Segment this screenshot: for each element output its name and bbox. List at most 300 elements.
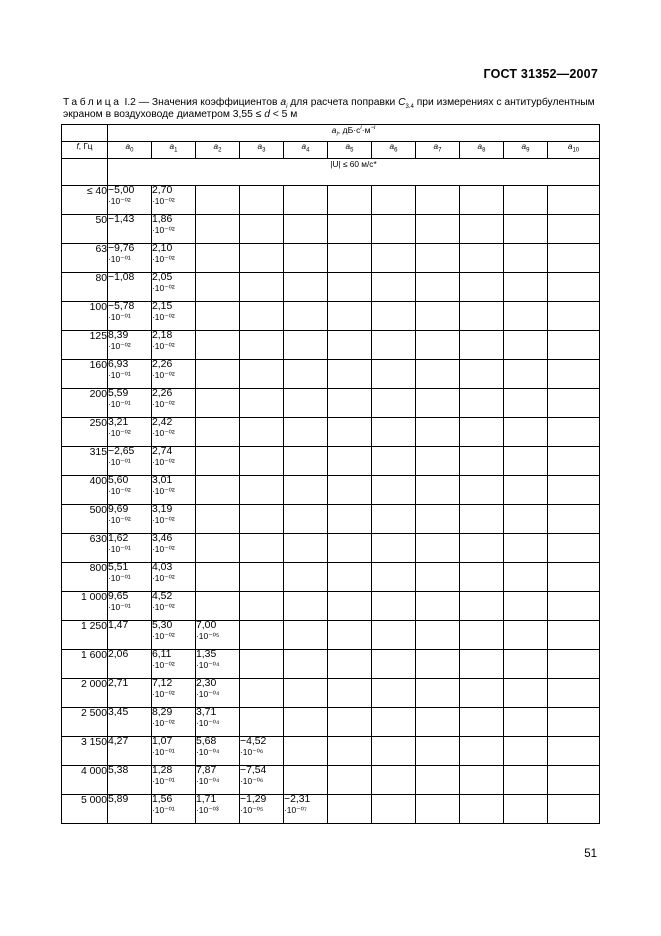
exponent: ·10⁻⁰¹ (108, 602, 131, 612)
coef-cell-a3 (240, 273, 284, 302)
coef-cell-a7 (416, 737, 460, 766)
coef-cell-a9 (504, 244, 548, 273)
coef-cell-a6 (372, 186, 416, 215)
coef-cell-a4 (284, 360, 328, 389)
coef-cell-a6 (372, 563, 416, 592)
coef-cell-a2 (196, 621, 240, 650)
coef-cell-a5 (328, 273, 372, 302)
coef-cell-a9 (504, 331, 548, 360)
table-row (62, 447, 600, 476)
coef-cell-a0 (108, 186, 152, 215)
coef-cell-a0 (108, 679, 152, 708)
exponent: ·10⁻⁰¹ (108, 544, 131, 554)
mantissa: −5,00 (108, 185, 135, 196)
coef-cell-a2 (196, 273, 240, 302)
coef-cell-a9 (504, 186, 548, 215)
table-row (62, 360, 600, 389)
coef-cell-a4 (284, 766, 328, 795)
coef-cell-a4 (284, 389, 328, 418)
coef-cell-a0 (108, 766, 152, 795)
table-row (62, 476, 600, 505)
coef-cell-a2 (196, 650, 240, 679)
coef-cell-a2 (196, 186, 240, 215)
coef-cell-a6 (372, 737, 416, 766)
coef-cell-a2 (196, 360, 240, 389)
table-row (62, 795, 600, 824)
coef-cell-a4 (284, 621, 328, 650)
coef-cell-a5 (328, 505, 372, 534)
mantissa: 2,10 (152, 243, 173, 254)
coef-cell-a1 (152, 302, 196, 331)
mantissa: 1,28 (152, 765, 173, 776)
exponent: ·10⁻⁰² (152, 283, 175, 293)
coef-cell-a9 (504, 505, 548, 534)
coef-cell-a6 (372, 302, 416, 331)
coef-cell-a5 (328, 708, 372, 737)
coef-cell-a6 (372, 592, 416, 621)
mantissa: 3,21 (108, 417, 129, 428)
mantissa: 6,93 (108, 359, 129, 370)
coef-cell-a0 (108, 418, 152, 447)
mantissa: 3,19 (152, 504, 173, 515)
exponent: ·10⁻⁰¹ (108, 399, 131, 409)
coef-cell-a3 (240, 737, 284, 766)
coef-cell-a5 (328, 679, 372, 708)
frequency-cell: 3 150 (62, 737, 108, 766)
coef-cell-a9 (504, 679, 548, 708)
exponent: ·10⁻⁰² (152, 573, 175, 583)
coef-cell-a10 (548, 592, 600, 621)
exponent: ·10⁻⁰² (152, 370, 175, 380)
coef-cell-a4 (284, 679, 328, 708)
coef-cell-a8 (460, 273, 504, 302)
coef-cell-a6 (372, 708, 416, 737)
coef-cell-a8 (460, 331, 504, 360)
exponent: ·10⁻⁰⁶ (240, 747, 264, 757)
coef-cell-a10 (548, 737, 600, 766)
coef-header-a4: $a_4$ (284, 142, 328, 159)
coef-cell-a2 (196, 447, 240, 476)
caption-label: Таблица (63, 97, 122, 108)
coef-cell-a2 (196, 737, 240, 766)
coef-cell-a7 (416, 418, 460, 447)
mantissa: 5,60 (108, 475, 129, 486)
coef-cell-a10 (548, 186, 600, 215)
exponent: ·10⁻⁰² (152, 312, 175, 322)
mantissa: 9,69 (108, 504, 129, 515)
coef-cell-a4 (284, 302, 328, 331)
exponent: ·10⁻⁰² (152, 660, 175, 670)
coef-cell-a5 (328, 360, 372, 389)
coef-header-a1: $a_1$ (152, 142, 196, 159)
frequency-cell: 1 000 (62, 592, 108, 621)
coef-cell-a5 (328, 563, 372, 592)
coef-cell-a10 (548, 476, 600, 505)
coef-cell-a0 (108, 215, 152, 244)
coef-cell-a2 (196, 215, 240, 244)
coef-cell-a10 (548, 244, 600, 273)
coef-cell-a0 (108, 621, 152, 650)
frequency-cell: 4 000 (62, 766, 108, 795)
coef-cell-a9 (504, 273, 548, 302)
coef-cell-a0 (108, 244, 152, 273)
coef-cell-a5 (328, 331, 372, 360)
coef-cell-a3 (240, 505, 284, 534)
header-row-units (62, 125, 600, 142)
exponent: ·10⁻⁰⁴ (196, 718, 220, 728)
coef-cell-a9 (504, 360, 548, 389)
coef-cell-a2 (196, 476, 240, 505)
coefficients-table (61, 124, 600, 824)
coef-cell-a3 (240, 621, 284, 650)
exponent: ·10⁻⁰⁶ (240, 776, 264, 786)
exponent: ·10⁻⁰⁵ (240, 805, 264, 815)
coef-cell-a6 (372, 766, 416, 795)
coef-cell-a8 (460, 302, 504, 331)
condition-row (62, 159, 600, 186)
coef-cell-a3 (240, 331, 284, 360)
frequency-cell: 160 (62, 360, 108, 389)
mantissa: 1,56 (152, 794, 173, 805)
coef-cell-a2 (196, 708, 240, 737)
coef-cell-a8 (460, 389, 504, 418)
coef-cell-a3 (240, 447, 284, 476)
mantissa: 2,18 (152, 330, 173, 341)
mantissa: −7,54 (240, 765, 267, 776)
standard-designation: ГОСТ 31352—2007 (483, 67, 598, 81)
coef-cell-a1 (152, 215, 196, 244)
condition-corner (62, 159, 108, 186)
coef-cell-a8 (460, 795, 504, 824)
mantissa: 3,45 (108, 707, 129, 718)
coef-cell-a7 (416, 360, 460, 389)
coef-cell-a0 (108, 505, 152, 534)
coef-cell-a2 (196, 534, 240, 563)
coef-cell-a8 (460, 476, 504, 505)
coef-cell-a1 (152, 737, 196, 766)
exponent: ·10⁻⁰⁴ (196, 660, 220, 670)
frequency-cell: 250 (62, 418, 108, 447)
table-row (62, 534, 600, 563)
coef-cell-a1 (152, 534, 196, 563)
mantissa: −1,43 (108, 214, 135, 225)
coef-cell-a10 (548, 795, 600, 824)
coef-cell-a10 (548, 389, 600, 418)
mantissa: −1,29 (240, 794, 267, 805)
table-row (62, 273, 600, 302)
coef-cell-a9 (504, 476, 548, 505)
coef-cell-a0 (108, 737, 152, 766)
coef-cell-a10 (548, 505, 600, 534)
coef-cell-a9 (504, 418, 548, 447)
coef-cell-a10 (548, 447, 600, 476)
exponent: ·10⁻⁰¹ (152, 776, 175, 786)
coef-cell-a1 (152, 708, 196, 737)
frequency-cell: 630 (62, 534, 108, 563)
mantissa: 2,06 (108, 649, 129, 660)
coef-cell-a10 (548, 215, 600, 244)
table-row (62, 592, 600, 621)
frequency-cell: 2 000 (62, 679, 108, 708)
table-row (62, 621, 600, 650)
mantissa: 7,00 (196, 620, 217, 631)
coef-cell-a4 (284, 650, 328, 679)
coef-cell-a7 (416, 679, 460, 708)
coef-cell-a9 (504, 795, 548, 824)
coef-cell-a9 (504, 621, 548, 650)
coef-cell-a5 (328, 476, 372, 505)
mantissa: −1,08 (108, 272, 135, 283)
coef-cell-a6 (372, 795, 416, 824)
coef-cell-a1 (152, 186, 196, 215)
exponent: ·10⁻⁰² (108, 515, 131, 525)
caption-text-1: — Значения коэффициентов (135, 97, 281, 108)
coef-cell-a10 (548, 679, 600, 708)
coef-cell-a10 (548, 331, 600, 360)
coef-cell-a9 (504, 708, 548, 737)
coef-cell-a8 (460, 708, 504, 737)
mantissa: 5,89 (108, 794, 129, 805)
table-row (62, 302, 600, 331)
coef-cell-a6 (372, 621, 416, 650)
coef-cell-a1 (152, 563, 196, 592)
exponent: ·10⁻⁰² (152, 457, 175, 467)
coef-cell-a7 (416, 592, 460, 621)
coef-cell-a1 (152, 621, 196, 650)
corner-cell (62, 125, 108, 142)
coef-cell-a10 (548, 563, 600, 592)
exponent: ·10⁻⁰¹ (108, 573, 131, 583)
coef-cell-a0 (108, 534, 152, 563)
mantissa: 8,39 (108, 330, 129, 341)
coef-cell-a1 (152, 360, 196, 389)
coef-cell-a7 (416, 447, 460, 476)
exponent: ·10⁻⁰⁴ (196, 776, 220, 786)
mantissa: 5,59 (108, 388, 129, 399)
coef-cell-a9 (504, 389, 548, 418)
frequency-cell: 1 600 (62, 650, 108, 679)
caption-text-3: при измерениях с антитурбулентным экраном в воздуховоде диаметром 3,55 ≤ (63, 97, 595, 120)
mantissa: 1,07 (152, 736, 173, 747)
table-row (62, 389, 600, 418)
coef-cell-a4 (284, 708, 328, 737)
frequency-cell: 200 (62, 389, 108, 418)
exponent: ·10⁻⁰² (152, 399, 175, 409)
mantissa: −2,65 (108, 446, 135, 457)
exponent: ·10⁻⁰⁴ (196, 689, 220, 699)
coef-cell-a2 (196, 592, 240, 621)
table-row (62, 505, 600, 534)
exponent: ·10⁻⁰² (152, 428, 175, 438)
exponent: ·10⁻⁰² (152, 341, 175, 351)
mantissa: −4,52 (240, 736, 267, 747)
mantissa: 2,05 (152, 272, 173, 283)
mantissa: 3,46 (152, 533, 173, 544)
coef-cell-a8 (460, 621, 504, 650)
coef-cell-a2 (196, 389, 240, 418)
coef-cell-a10 (548, 302, 600, 331)
coef-cell-a3 (240, 795, 284, 824)
coef-cell-a10 (548, 766, 600, 795)
coef-cell-a0 (108, 447, 152, 476)
coef-cell-a2 (196, 302, 240, 331)
coef-cell-a6 (372, 389, 416, 418)
coef-cell-a4 (284, 273, 328, 302)
exponent: ·10⁻⁰² (152, 544, 175, 554)
table-row (62, 186, 600, 215)
frequency-cell: 63 (62, 244, 108, 273)
coef-cell-a0 (108, 302, 152, 331)
mantissa: 7,12 (152, 678, 173, 689)
coef-cell-a1 (152, 331, 196, 360)
coef-cell-a6 (372, 476, 416, 505)
coef-header-a8: $a_8$ (460, 142, 504, 159)
coef-cell-a8 (460, 244, 504, 273)
coef-cell-a10 (548, 534, 600, 563)
coef-cell-a3 (240, 302, 284, 331)
mantissa: 2,15 (152, 301, 173, 312)
coef-cell-a8 (460, 215, 504, 244)
coef-cell-a7 (416, 302, 460, 331)
exponent: ·10⁻⁰¹ (108, 370, 131, 380)
mantissa: 2,26 (152, 359, 173, 370)
mantissa: −9,76 (108, 243, 135, 254)
coef-cell-a1 (152, 505, 196, 534)
coef-cell-a3 (240, 592, 284, 621)
exponent: ·10⁻⁰² (152, 225, 175, 235)
coef-cell-a3 (240, 650, 284, 679)
coef-cell-a4 (284, 592, 328, 621)
frequency-cell: 1 250 (62, 621, 108, 650)
frequency-cell: 800 (62, 563, 108, 592)
coef-cell-a9 (504, 737, 548, 766)
table-row (62, 331, 600, 360)
coef-cell-a8 (460, 563, 504, 592)
coef-cell-a3 (240, 476, 284, 505)
caption-corr-symbol: C (398, 97, 406, 108)
mantissa: 2,70 (152, 185, 173, 196)
coef-cell-a0 (108, 563, 152, 592)
coef-cell-a6 (372, 679, 416, 708)
coef-header-a7: $a_7$ (416, 142, 460, 159)
table-row (62, 737, 600, 766)
exponent: ·10⁻⁰² (152, 486, 175, 496)
mantissa: 5,30 (152, 620, 173, 631)
coef-cell-a7 (416, 766, 460, 795)
coef-cell-a7 (416, 795, 460, 824)
coef-cell-a7 (416, 215, 460, 244)
coef-cell-a7 (416, 244, 460, 273)
coef-cell-a4 (284, 215, 328, 244)
coef-cell-a5 (328, 592, 372, 621)
coef-cell-a3 (240, 708, 284, 737)
coef-cell-a3 (240, 360, 284, 389)
exponent: ·10⁻⁰¹ (108, 312, 131, 322)
exponent: ·10⁻⁰¹ (108, 457, 131, 467)
coef-cell-a1 (152, 592, 196, 621)
coef-cell-a4 (284, 505, 328, 534)
coef-cell-a5 (328, 795, 372, 824)
coef-header-a0: $a_0$ (108, 142, 152, 159)
coef-cell-a2 (196, 418, 240, 447)
exponent: ·10⁻⁰⁴ (196, 747, 220, 757)
coef-cell-a4 (284, 534, 328, 563)
coef-cell-a2 (196, 679, 240, 708)
exponent: ·10⁻⁰³ (196, 805, 219, 815)
coef-cell-a8 (460, 650, 504, 679)
coef-cell-a4 (284, 244, 328, 273)
exponent: ·10⁻⁰¹ (152, 747, 175, 757)
caption-coef-symbol: a (280, 97, 287, 108)
mantissa: 9,65 (108, 591, 129, 602)
table-row (62, 708, 600, 737)
coef-cell-a8 (460, 360, 504, 389)
exponent: ·10⁻⁰⁷ (284, 805, 307, 815)
table-row (62, 766, 600, 795)
header-row-columns (62, 142, 600, 159)
table-row (62, 244, 600, 273)
mantissa: 2,42 (152, 417, 173, 428)
coef-cell-a5 (328, 737, 372, 766)
mantissa: 5,51 (108, 562, 129, 573)
coef-cell-a8 (460, 534, 504, 563)
coef-header-a5: $a_5$ (328, 142, 372, 159)
coef-cell-a0 (108, 476, 152, 505)
mantissa: 1,47 (108, 620, 129, 631)
mantissa: 1,62 (108, 533, 129, 544)
coef-cell-a3 (240, 766, 284, 795)
coef-cell-a4 (284, 563, 328, 592)
coef-cell-a2 (196, 766, 240, 795)
coef-cell-a9 (504, 563, 548, 592)
coef-cell-a3 (240, 389, 284, 418)
caption-number: I.2 (124, 97, 136, 108)
mantissa: 4,52 (152, 591, 173, 602)
mantissa: 5,68 (196, 736, 217, 747)
mantissa: −2,31 (284, 794, 311, 805)
coef-cell-a6 (372, 215, 416, 244)
coef-cell-a2 (196, 244, 240, 273)
coef-cell-a1 (152, 447, 196, 476)
caption-text-2: для расчета поправки (287, 97, 399, 108)
exponent: ·10⁻⁰² (152, 515, 175, 525)
coef-cell-a1 (152, 650, 196, 679)
frequency-cell: 400 (62, 476, 108, 505)
mantissa: 1,35 (196, 649, 217, 660)
coef-cell-a7 (416, 273, 460, 302)
mantissa: 1,71 (196, 794, 217, 805)
caption-corr-sub: 3.4 (405, 104, 414, 111)
coef-cell-a0 (108, 708, 152, 737)
exponent: ·10⁻⁰² (108, 486, 131, 496)
mantissa: 3,01 (152, 475, 173, 486)
exponent: ·10⁻⁰¹ (108, 254, 131, 264)
exponent: ·10⁻⁰² (108, 428, 131, 438)
freq-header: f, Гц (62, 142, 108, 159)
frequency-cell: 80 (62, 273, 108, 302)
coef-cell-a8 (460, 766, 504, 795)
mantissa: 3,71 (196, 707, 217, 718)
coef-cell-a5 (328, 244, 372, 273)
coef-cell-a2 (196, 331, 240, 360)
coef-cell-a5 (328, 215, 372, 244)
mantissa: 7,87 (196, 765, 217, 776)
coef-cell-a5 (328, 186, 372, 215)
caption-d-variable: d (264, 108, 270, 120)
coef-cell-a5 (328, 418, 372, 447)
coef-cell-a7 (416, 534, 460, 563)
frequency-cell: 500 (62, 505, 108, 534)
